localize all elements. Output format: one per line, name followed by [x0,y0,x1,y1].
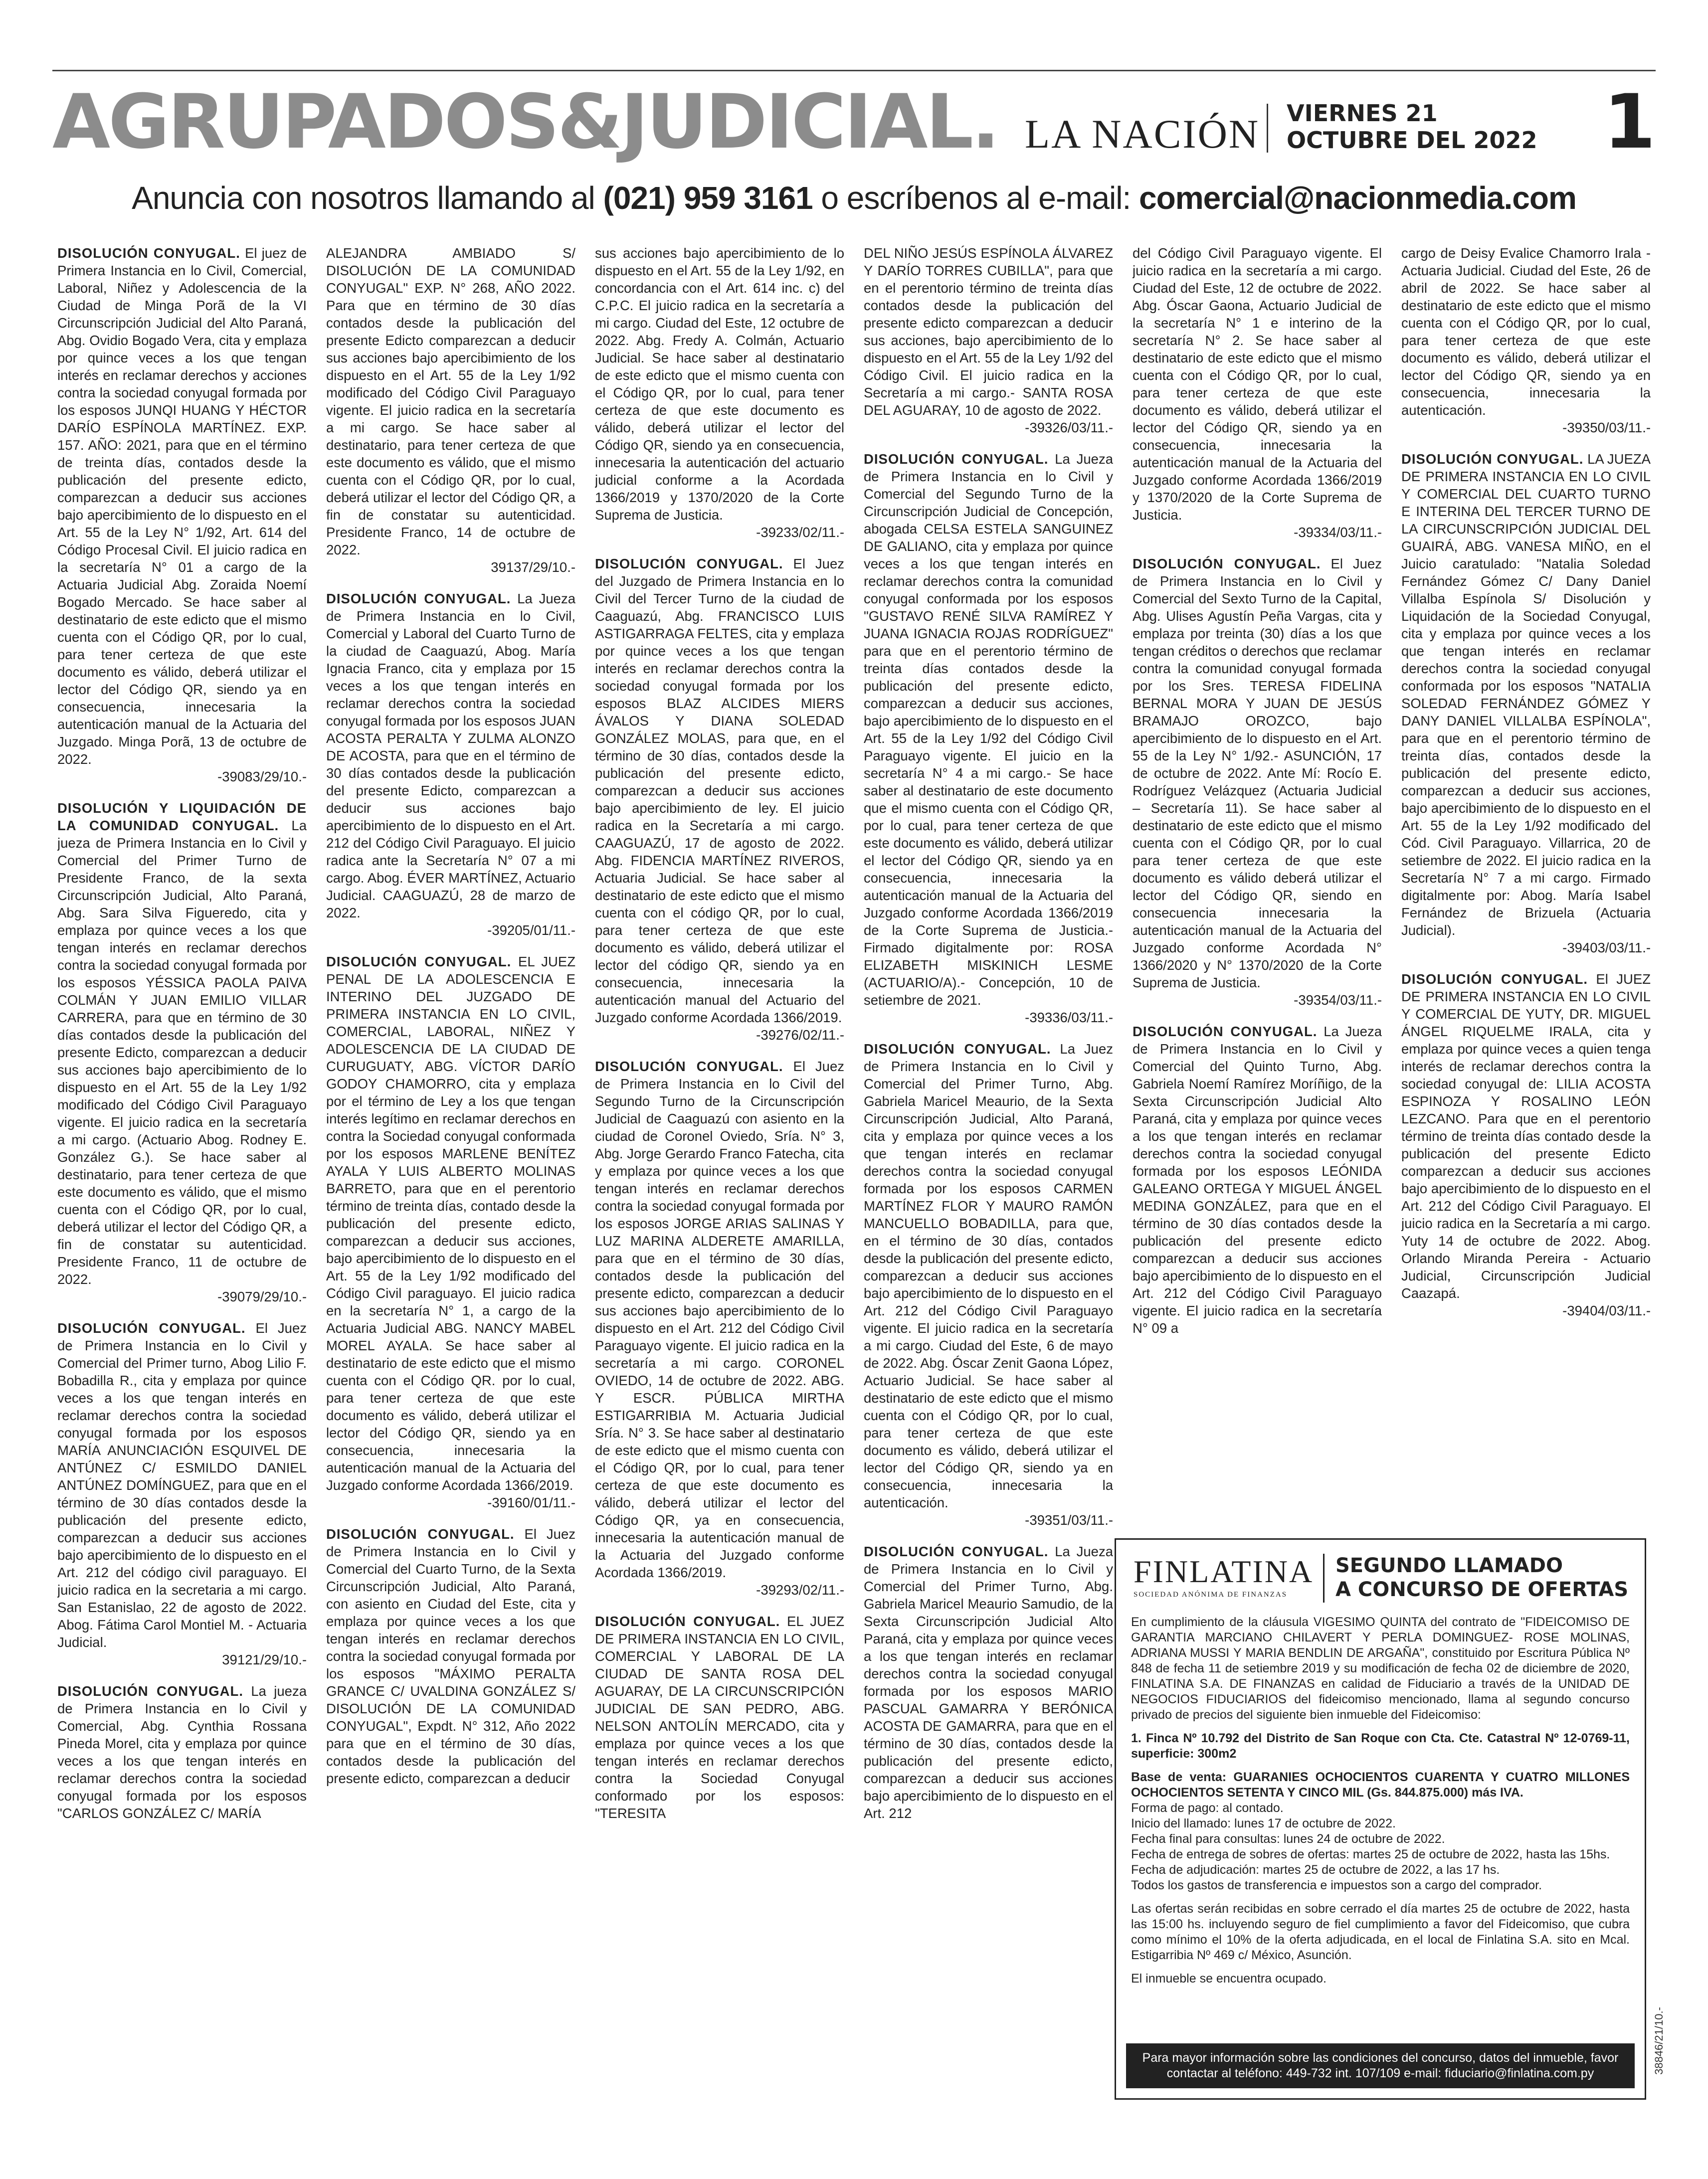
notice-body: La Jueza de Primera Instancia en lo Civil y Comercial del Segundo Turno de la Circunscripción Judicial de Concepción, abogada CELSA ESTELA SANGUINEZ DE GALIANO, cita y emplaza por quince veces a los que tengan interés en reclamar derechos contra la comunidad conyugal conformada por los esposos "GUSTAVO RENÉ SILVA RAMÍREZ Y JUANA IGNACIA ROJAS RODRÍGUEZ" para que en el perentorio término de treinta días contados desde la publicación del presente edicto, comparezcan a deducir sus acciones, bajo apercibimiento de lo dispuesto en el Art. 55 de la Ley 1/92 del Código Civil Paraguayo vigente. El juicio en la secretaría N° 4 a mi cargo.- Se hace saber al destinatario de este documento que el mismo cuenta con el Código QR, por lo cual, para tener certeza de que este documento es válido, deberá utilizar el lector del Código QR, siendo ya en consecuencia, innecesaria la autenticación manual de la Actuaria del Juzgado conforme Acordada 1366/2019 de la Corte Suprema de Justicia.- Firmado digitalmente por: ROSA ELIZABETH MISKINICH LESME (ACTUARIO/A).- Concepción, 10 de setiembre de 2021. [864,451,1113,1008]
notice-heading: DISOLUCIÓN CONYUGAL. [57,1320,246,1336]
notice-heading: DISOLUCIÓN CONYUGAL. [864,1041,1051,1057]
notice-code: -39326/03/11.- [1025,420,1113,435]
date-month-year: OCTUBRE DEL 2022 [1287,127,1537,154]
notice-heading: DISOLUCIÓN CONYUGAL. [1401,451,1584,467]
notice-code: -39160/01/11.- [487,1495,575,1510]
legal-notice [1133,244,1382,541]
legal-notice [595,1613,844,1822]
notice-code: 39137/29/10.- [491,559,575,575]
notice-body: El Juez de Primera Instancia en lo Civil y Comercial del Sexto Turno de la Capital, Abg. Ulises Agustín Peña Vargas, cita y emplaza por treinta (30) días a los que tengan créditos o derechos que reclamar contra la comunidad conyugal formada por los Sres. TERESA FIDELINA BERNAL MORA Y JUAN DE JESÚS BRAMAJO OROZCO, bajo apercibimiento de lo dispuesto en el Art. 55 de la Ley N° 1/92.- ASUNCIÓN, 17 de octubre de 2022. Ante Mí: Rocío E. Rodríguez Velázquez (Actuaria Judicial – Secretaría 11). Se hace saber al destinatario de este edicto que el mismo cuenta con el Código QR, por lo cual para tener certeza de que este documento es válido deberá utilizar el lector del Código QR, siendo en consecuencia innecesaria la autenticación manual de la Actuaria del Juzgado conforme Acordada N° 1366/2020 y N° 1370/2020 de la Corte Suprema de Justicia. [1133,556,1382,990]
promo-email: comercial@nacionmedia.com [1139,180,1576,216]
notice-heading: DISOLUCIÓN CONYUGAL. [1401,971,1588,987]
ad-item: 1. Finca Nº 10.792 del Distrito de San Roque con Cta. Cte. Catastral Nº 12-0769-11, superficie: 300m2 [1131,1731,1630,1761]
notice-heading: DISOLUCIÓN Y LIQUIDACIÓN DE LA COMUNIDAD CONYUGAL. [57,800,307,833]
notice-body: El Juez de Primera Instancia en lo Civil del Segundo Turno de la Circunscripción Judicial de Caaguazú con asiento en la ciudad de Coronel Oviedo, Sría. N° 3, Abg. Jorge Gerardo Franco Fatecha, cita y emplaza por quince veces a los que tengan interés en reclamar derechos contra la sociedad conyugal formada por los esposos JORGE ARIAS SALINAS Y LUZ MARINA ALDERETE AMARILLA, para que en el término de 30 días, contados desde la publicación del presente edicto, comparezcan a deducir sus acciones bajo apercibimiento de lo dispuesto en el Art. 212 del Código Civil Paraguayo vigente. El juicio radica en la secretaría a mi cargo. CORONEL OVIEDO, 14 de octubre de 2022. ABG. Y ESCR. PÚBLICA MIRTHA ESTIGARRIBIA M. Actuaria Judicial Sría. N° 3. Se hace saber al destinatario de este edicto que el mismo cuenta con el Código QR, por lo cual, para tener certeza de que este documento es válido, deberá utilizar el lector del Código QR, ya en consecuencia, innecesaria la autenticación manual de la Actuaria del Juzgado conforme Acordada 1366/2019. [595,1059,844,1580]
legal-notice [326,244,575,576]
ad-body [1116,1615,1645,1987]
notice-body: El JUEZ DE PRIMERA INSTANCIA EN LO CIVIL Y COMERCIAL DE YUTY, DR. MIGUEL ÁNGEL RIQUELME IRALA, cita y emplaza por quince veces a quien tenga interés de reclamar derechos contra la sociedad conyugal de: LILIA ACOSTA ESPINOZA Y ROSALINO LEÓN LEZCANO. Para que en el perentorio término de treinta días contado desde la publicación del presente Edicto comparezcan a deducir sus acciones bajo apercibimiento de lo dispuesto en el Art. 212 del Código Civil Paraguayo. El juicio radica en la Secretaría a mi cargo. Yuty 14 de octubre de 2022. Abog. Orlando Miranda Pereira - Actuario Judicial, Circunscripción Judicial Caazapá. [1401,971,1651,1301]
legal-notice [864,1543,1113,1822]
notice-code: -39205/01/11.- [487,922,575,938]
column-1 [57,244,307,2159]
notice-heading: DISOLUCIÓN CONYUGAL. [326,1526,515,1542]
notice-heading: DISOLUCIÓN CONYUGAL. [595,1614,780,1629]
logo-name: FINLATINA [1134,1554,1314,1589]
notice-body: El juez de Primera Instancia en lo Civil, Comercial, Laboral, Niñez y Adolescencia de la Ciudad de Minga Porã de la VI Circunscripción Judicial del Alto Paraná, Abg. Ovidio Bogado Vera, cita y emplaza por quince veces a los que tengan interés en reclamar derechos y acciones contra la sociedad conyugal formada por los esposos JUNQI HUANG Y HÉCTOR DARÍO ESPÍNOLA MARTÍNEZ. EXP. 157. AÑO: 2021, para que en el término de treinta días, contados desde la publicación del presente edicto, comparezcan a deducir sus acciones bajo apercibimiento de lo dispuesto en el Art. 55 de la Ley N° 1/92, Art. 614 del Código Procesal Civil. El juicio radica en la secretaría N° 01 a cargo de la Actuaria Judicial Abg. Zoraida Noemí Bogado Mercado. Se hace saber al destinatario de este edicto que el mismo cuenta con el Código QR, por lo cual, para tener certeza de que este documento es válido, deberá utilizar el lector del Código QR, siendo ya en consecuencia, innecesaria la autenticación manual de la Actuaria del Juzgado. Minga Porã, 13 de octubre de 2022. [57,245,307,767]
notice-body: El Juez de Primera Instancia en lo Civil y Comercial del Cuarto Turno, de la Sexta Circunscripción Judicial, Alto Paraná, con asiento en Ciudad del Este, cita y emplaza por quince veces a los que tengan interés en reclamar derechos contra la sociedad conyugal formada por los esposos "MÁXIMO PERALTA GRANCE C/ UVALDINA GONZÁLEZ S/ DISOLUCIÓN DE LA COMUNIDAD CONYUGAL", Expdt. N° 312, Año 2022 para que en el término de 30 días, contados desde la publicación del presente edicto, comparezcan a deducir [326,1526,575,1786]
notice-body: El Juez del Juzgado de Primera Instancia en lo Civil del Tercer Turno de la ciudad de Caaguazú, Abg. FRANCISCO LUIS ASTIGARRAGA FELTES, cita y emplaza por quince veces a los que tengan interés en reclamar derechos contra la sociedad conyugal formada por los esposos BLAZ ALCIDES MIERS ÁVALOS Y DIANA SOLEDAD GONZÁLEZ MOLAS, para que, en el término de 30 días, contados desde la publicación del presente edicto, comparezcan a deducir sus acciones bajo apercibimiento de ley. El juicio radica en la Secretaría a mi cargo. CAAGUAZÚ, 17 de agosto de 2022. Abg. FIDENCIA MARTÍNEZ RIVEROS, Actuaria Judicial. Se hace saber al destinatario de este edicto que el mismo cuenta con el código QR, por lo cual, para tener certeza de que este documento es válido, deberá utilizar el lector del código QR, siendo ya en consecuencia, innecesaria la autenticación manual del Actuario del Juzgado conforme Acordada 1366/2019. [595,556,844,1025]
ad-intro: En cumplimiento de la cláusula VIGESIMO QUINTA del contrato de "FIDEICOMISO DE GARANTIA MARCIANO CHILAVERT Y PERLA DOMINGUEZ- ROSE MOLINAS, ADRIANA MUSSI Y MARIA BENDLIN DE ARGAÑA", constituido por Escritura Pública Nº 848 de fecha 11 de setiembre 2019 y su modificación de fecha 02 de diciembre de 2020, FINLATINA S.A. DE FINANZAS en calidad de Fiduciario a través de la UNIDAD DE NEGOCIOS FIDUCIARIOS del fideicomiso mencionado, llama al segundo concurso privado de precios del siguiente bien inmueble del Fideicomiso: [1131,1615,1630,1722]
promo-banner [0,180,1708,216]
legal-notice [1401,244,1651,436]
notice-code: -39233/02/11.- [756,525,844,540]
notice-heading: DISOLUCIÓN CONYUGAL. [1133,556,1321,571]
notice-heading: DISOLUCIÓN CONYUGAL. [326,591,511,606]
notice-code: -39403/03/11.- [1562,940,1651,955]
legal-notice [57,244,307,785]
column-4 [864,244,1113,2159]
notice-heading: DISOLUCIÓN CONYUGAL. [595,1059,783,1074]
notice-body: La jueza de Primera Instancia en lo Civil y Comercial del Primer Turno de Presidente Franco, de la sexta Circunscripción Judicial, Alto Paraná, Abg. Sara Silva Figueredo, cita y emplaza por quince veces a los que tengan interés en reclamar derechos contra la sociedad conyugal formada por los esposos YÉSSICA PAOLA PAIVA COLMÁN Y JUAN EMILIO VILLAR CARRERA, para que en término de 30 días contados desde la publicación del presente Edicto, comparezcan a deducir sus acciones bajo apercibimiento de lo dispuesto en el Art. 55 de la Ley 1/92 modificado del Código Civil Paraguayo vigente. El juicio radica en la secretaría a mi cargo. (Actuario Abog. Rodney E. González G.). Se hace saber al destinatario, para tener certeza de que este documento es válido, que el mismo cuenta con el Código QR, por lo cual, deberá utilizar el lector del Código QR, a fin de constatar su autenticidad. Presidente Franco, 11 de octubre de 2022. [57,818,307,1287]
legal-notice [57,1319,307,1668]
legal-notice [595,555,844,1044]
notice-body: LA JUEZA DE PRIMERA INSTANCIA EN LO CIVIL Y COMERCIAL DEL CUARTO TURNO E INTERINA DEL TERCER TURNO DE LA CIRCUNSCRIPCIÓN JUDICIAL DEL GUAIRÁ, ABG. VANESA MIÑO, en el Juicio caratulado: "Natalia Soledad Fernández Gómez C/ Dany Daniel Villalba Espínola S/ Disolución y Liquidación de la Sociedad Conyugal, cita y emplaza por quince veces a los que tengan interés en reclamar derechos contra la sociedad conyugal conformada por los esposos "NATALIA SOLEDAD FERNÁNDEZ GÓMEZ Y DANY DANIEL VILLALBA ESPÍNOLA", para que en el perentorio término de treinta días, contados desde la publicación del presente edicto, comparezcan a deducir sus acciones, bajo apercibimiento de lo dispuesto en el Art. 55 de la Ley 1/92 modificado del Cód. Civil Paraguayo. Villarrica, 20 de setiembre de 2022. El juicio radica en la Secretaría N° 7 a mi cargo. Firmado digitalmente por: Abog. María Isabel Fernández de Brizuela (Actuaria Judicial). [1401,451,1651,938]
ad-footer: Para mayor información sobre las condiciones del concurso, datos del inmueble, favor contactar al teléfono: 449-732 int. 107/109 e-mail: fiduciario@finlatina.com.py [1126,2043,1635,2088]
date-day: VIERNES 21 [1287,100,1438,127]
notice-code: -39404/03/11.- [1562,1303,1651,1318]
notice-body: La Juez de Primera Instancia en lo Civil y Comercial del Primer Turno, Abg. Gabriela Maricel Meaurio, de la Sexta Circunscripción Judicial, Alto Paraná, cita y emplaza por quince veces a los que tengan interés en reclamar derechos contra la sociedad conyugal formada por los esposos CARMEN MARTÍNEZ FLOR Y MAURO RAMÓN MANCUELLO BOBADILLA, para que, en el término de 30 días, contados desde la publicación del presente edicto, comparezcan a deducir sus acciones bajo apercibimiento de lo dispuesto en el Art. 212 del Código Civil Paraguayo vigente. El juicio radica en la secretaría a mi cargo. Ciudad del Este, 6 de mayo de 2022. Abg. Óscar Zenit Gaona López, Actuario Judicial. Se hace saber al destinatario de este edicto que el mismo cuenta con el Código QR, por lo cual, para tener certeza de que este documento es válido, deberá utilizar el lector del Código QR, siendo ya en consecuencia, innecesaria la autenticación. [864,1041,1113,1510]
notice-body: cargo de Deisy Evalice Chamorro Irala - Actuaria Judicial. Ciudad del Este, 26 de abril de 2022. Se hace saber al destinatario de este edicto que el mismo cuenta con el Código QR, por lo cual, para tener certeza de que este documento es válido, deberá utilizar el lector del Código QR, siendo ya en consecuencia, innecesaria la autenticación. [1401,245,1651,418]
side-code [1652,1987,1667,2097]
ad-condition-line: Fecha de entrega de sobres de ofertas: martes 25 de octubre de 2022, hasta las 15hs. [1131,1847,1610,1861]
notice-code: -39293/02/11.- [756,1582,844,1598]
notice-code: -39336/03/11.- [1025,1010,1113,1025]
ad-title-line1: SEGUNDO LLAMADO [1335,1554,1563,1577]
notice-body: sus acciones bajo apercibimiento de lo dispuesto en el Art. 55 de la Ley 1/92, en concordancia con el Art. 614 inc. c) del C.P.C. El juicio radica en la secretaría a mi cargo. Ciudad del Este, 12 octubre de 2022. Abg. Fredy A. Colmán, Actuario Judicial. Se hace saber al destinatario de este edicto que el mismo cuenta con el Código QR, por lo cual, para tener certeza de que este documento es válido, deberá utilizar el lector del Código QR, siendo ya en consecuencia, innecesaria la autenticación del actuario judicial conforme a la Acordada 1366/2019 y 1370/2020 de la Corte Suprema de Justicia. [595,245,844,523]
section-title: AGRUPADOS&JUDICIAL. [52,79,998,166]
legal-notice [1133,1023,1382,1337]
notice-body: La Jueza de Primera Instancia en lo Civil y Comercial del Quinto Turno, Abg. Gabriela Noemí Ramírez Moríñigo, de la Sexta Circunscripción Judicial Alto Paraná, cita y emplaza por quince veces a los que tengan interés en reclamar derechos contra la sociedad conyugal formada por los esposos LEÓNIDA GALEANO ORTEGA Y MIGUEL ÁNGEL MEDINA GONZÁLEZ, para que en el término de 30 días contados desde la publicación del presente edicto comparezcan a deducir sus acciones bajo apercibimiento de lo dispuesto en el Art. 212 del Código Civil Paraguayo vigente. El juicio radica en la secretaría N° 09 a [1133,1024,1382,1336]
ad-condition-line: Todos los gastos de transferencia e impuestos son a cargo del comprador. [1131,1878,1542,1892]
notice-body: ALEJANDRA AMBIADO S/ DISOLUCIÓN DE LA COMUNIDAD CONYUGAL" EXP. N° 268, AÑO 2022. Para que en término de 30 días contados desde la publicación del presente Edicto comparezcan a deducir sus acciones bajo apercibimiento de los dispuesto en el Art. 55 de la Ley 1/92 modificado del Código Civil Paraguayo vigente. El juicio radica en la secretaría a mi cargo. Se hace saber al destinatario, para tener certeza de que este documento es válido, que el mismo cuenta con el Código QR, por lo cual, deberá utilizar el lector del Código QR, a fin de constatar su autenticidad. Presidente Franco, 14 de octubre de 2022. [326,245,575,557]
notice-code: -39083/29/10.- [217,769,307,784]
notice-body: La Jueza de Primera Instancia en lo Civil y Comercial del Primer Turno, Abg. Gabriela Maricel Meaurio Samudio, de la Sexta Circunscripción Judicial Alto Paraná, cita y emplaza por quince veces a los que tengan interés en reclamar derechos contra la sociedad conyugal formada por los esposos MARIO PASCUAL GAMARRA Y BERÓNICA ACOSTA DE GAMARRA, para que en el término de 30 días, contados desde la publicación del presente edicto, comparezcan a deducir sus acciones bajo apercibimiento de lo dispuesto en el Art. 212 [864,1544,1113,1821]
ad-condition-line: Fecha final para consultas: lunes 24 de octubre de 2022. [1131,1832,1445,1846]
notice-code: -39276/02/11.- [756,1027,844,1043]
promo-text-middle: o escríbenos al e-mail: [812,180,1139,216]
notice-code: -39354/03/11.- [1294,992,1382,1008]
notice-body: EL JUEZ DE PRIMERA INSTANCIA EN LO CIVIL, COMERCIAL Y LABORAL DE LA CIUDAD DE SANTA ROSA DEL AGUARAY, DE LA CIRCUNSCRIPCIÓN JUDICIAL DE SAN PEDRO, ABG. NELSON ANTOLÍN MERCADO, cita y emplaza por quince veces a los que tengan interés en reclamar derechos contra la Sociedad Conyugal conformado por los esposos: "TERESITA [595,1614,844,1821]
notice-code: 39121/29/10.- [222,1652,307,1667]
legal-notice [326,953,575,1511]
notice-heading: DISOLUCIÓN CONYUGAL. [326,954,512,969]
notice-heading: DISOLUCIÓN CONYUGAL. [1133,1024,1318,1039]
ad-condition-line: Inicio del llamado: lunes 17 de octubre de 2022. [1131,1816,1396,1830]
notice-body: El Juez de Primera Instancia en lo Civil y Comercial del Primer turno, Abog Lilio F. Bobadilla R., cita y emplaza por quince veces a los que tengan interés en reclamar derechos contra la sociedad conyugal formada por los esposos MARÍA ANUNCIACIÓN ESQUIVEL DE ANTÚNEZ C/ ESMILDO DANIEL ANTÚNEZ DOMÍNGUEZ, para que en el término de 30 días contados desde la publicación del presente edicto, comparezcan a deducir sus acciones bajo apercibimiento de lo dispuesto en el Art. 212 del código civil paraguayo. El juicio radica en la secretaria a mi cargo. San Estanislao, 22 de agosto de 2022. Abog. Fátima Carol Montiel M. - Actuaria Judicial. [57,1320,307,1650]
notice-heading: DISOLUCIÓN CONYUGAL. [595,556,783,571]
notice-heading: DISOLUCIÓN CONYUGAL. [864,1544,1049,1559]
column-2 [326,244,575,2159]
notice-body: del Código Civil Paraguayo vigente. El juicio radica en la secretaría a mi cargo. Ciudad del Este, 12 de octubre de 2022. Abg. Óscar Gaona, Actuario Judicial de la secretaría N° 1 e interino de la secretaría N° 2. Se hace saber al destinatario de este edicto que el mismo cuenta con el Código QR, por lo cual, para tener certeza de que este documento es válido, deberá utilizar el lector del Código QR, siendo ya en consecuencia, innecesaria la autenticación manual de la Actuaria del Juzgado conforme Acordada 1366/2019 y 1370/2020 de la Corte Suprema de Justicia. [1133,245,1382,523]
notice-body: EL JUEZ PENAL DE LA ADOLESCENCIA E INTERINO DEL JUZGADO DE PRIMERA INSTANCIA EN LO CIVIL, COMERCIAL, LABORAL, NIÑEZ Y ADOLESCENCIA DE LA CIUDAD DE CURUGUATY, ABG. VÍCTOR DARÍO GODOY CHAMORRO, cita y emplaza por el término de Ley a los que tengan interés legítimo en reclamar derechos en contra la Sociedad conyugal conformada por los esposos MARLENE BENÍTEZ AYALA Y LUIS ALBERTO MOLINAS BARRETO, para que en el perentorio término de treinta días, contado desde la publicación del presente edicto, comparezcan a deducir sus acciones, bajo apercibimiento de lo dispuesto en el Art. 55 de la Ley 1/92 modificado del Código Civil paraguayo. El juicio radica en la secretaría N° 1, a cargo de la Actuaria Judicial ABG. NANCY MABEL MOREL AYALA. Se hace saber al destinatario de este edicto que el mismo cuenta con el Código QR. por lo cual, para tener certeza de que este documento es válido, deberá utilizar el lector del Código QR, siendo ya en consecuencia, innecesaria la autenticación manual de la Actuaria del Juzgado conforme Acordada 1366/2019. [326,954,575,1493]
ad-base: Base de venta: GUARANIES OCHOCIENTOS CUARENTA Y CUATRO MILLONES OCHOCIENTOS SETENTA Y CINCO MIL (Gs. 844.875.000) más IVA. [1131,1770,1630,1800]
notice-heading: DISOLUCIÓN CONYUGAL. [57,1683,243,1699]
notice-body: DEL NIÑO JESÚS ESPÍNOLA ÁLVAREZ Y DARÍO TORRES CUBILLA", para que en el perentorio término de treinta días contados desde la publicación del presente edicto comparezcan a deducir sus acciones, bajo apercibimiento de lo dispuesto en el Art. 55 de la Ley 1/92 del Código Civil. El juicio radica en la Secretaría a mi cargo.- SANTA ROSA DEL AGUARAY, 10 de agosto de 2022. [864,245,1113,418]
date-block [1287,100,1537,154]
ad-header [1116,1540,1645,1615]
header-divider [1267,104,1268,153]
logo-subtitle: SOCIEDAD ANÓNIMA DE FINANZAS [1134,1591,1288,1599]
legal-notice [1401,970,1651,1319]
brand-name: LA NACIÓN [1025,111,1260,157]
notice-heading: DISOLUCIÓN CONYUGAL. [57,245,240,261]
ad-divider [1323,1554,1325,1603]
finlatina-ad [1115,1538,1646,2100]
legal-notice [326,1525,575,1787]
ad-closing: Las ofertas serán recibidas en sobre cerrado el día martes 25 de octubre de 2022, hasta las 15:00 hs. incluyendo seguro de fiel cumplimiento a favor del Fideicomiso, que cubra como mínimo el 10% de la oferta adjudicada, en el local de Finlatina S.A. sito en Mcal. Estigarribia Nº 469 c/ México, Asunción. [1131,1902,1630,1962]
legal-notice [57,1682,307,1822]
notice-code: -39079/29/10.- [217,1289,307,1304]
legal-notice [864,450,1113,1026]
page-number: 1 [1603,79,1656,166]
column-3 [595,244,844,2159]
legal-notice [864,1040,1113,1529]
legal-notice [595,1058,844,1599]
promo-text-before: Anuncia con nosotros llamando al [132,180,603,216]
ad-occupied: El inmueble se encuentra ocupado. [1131,1972,1327,1986]
notice-body: La Jueza de Primera Instancia en lo Civil, Comercial y Laboral del Cuarto Turno de la ciudad de Caaguazú, Abog. María Ignacia Franco, cita y emplaza por 15 veces a los que tengan interés en reclamar derechos contra la sociedad conyugal formada por los esposos JUAN ACOSTA PERALTA Y ZULMA ALONZO DE ACOSTA, para que en el término de 30 días contados desde la publicación del presente Edicto, comparezcan a deducir sus acciones bajo apercibimiento de lo dispuesto en el Art. 212 del Código Civil Paraguayo. El juicio radica ante la Secretaría N° 07 a mi cargo. Abog. ÉVER MARTÍNEZ, Actuario Judicial. CAAGUAZÚ, 28 de marzo de 2022. [326,591,575,920]
ad-title-line2: A CONCURSO DE OFERTAS [1335,1578,1629,1601]
ad-condition-line: Forma de pago: al contado. [1131,1801,1284,1815]
side-code-text: 38846/21/10.- [1653,2007,1665,2075]
notice-code: -39351/03/11.- [1025,1512,1113,1528]
notice-body: La jueza de Primera Instancia en lo Civil y Comercial, Abg. Cynthia Rossana Pineda Morel, cita y emplaza por quince veces a los que tengan interés en reclamar derechos contra la sociedad conyugal formada por los esposos "CARLOS GONZÁLEZ C/ MARÍA [57,1683,307,1821]
header-rule [52,70,1656,71]
legal-notice [1133,555,1382,1009]
column-5 [1133,244,1382,1531]
notice-heading: DISOLUCIÓN CONYUGAL. [864,451,1049,467]
finlatina-logo [1134,1555,1318,1600]
ad-condition-line: Fecha de adjudicación: martes 25 de octubre de 2022, a las 17 hs. [1131,1863,1500,1877]
legal-notice [326,590,575,939]
legal-notice [864,244,1113,436]
promo-phone: (021) 959 3161 [603,180,813,216]
ad-conditions [1131,1801,1630,1893]
legal-notice [57,799,307,1305]
legal-notice [595,244,844,541]
legal-notice [1401,450,1651,956]
column-6 [1401,244,1651,1531]
page-header [52,79,1656,166]
notice-code: -39350/03/11.- [1562,420,1651,435]
notice-code: -39334/03/11.- [1294,525,1382,540]
ad-title [1335,1554,1628,1602]
